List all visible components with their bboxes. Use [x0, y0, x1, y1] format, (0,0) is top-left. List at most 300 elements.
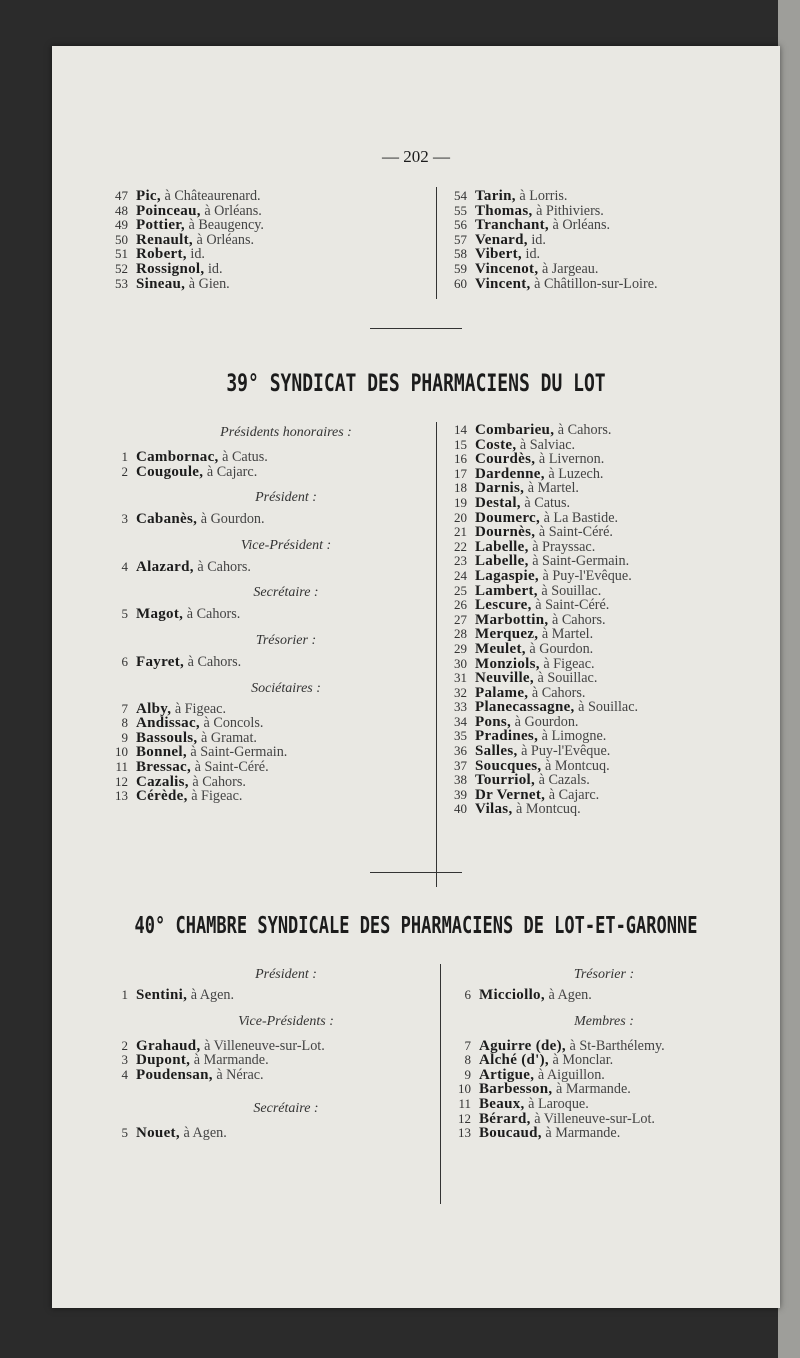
entry-number: 4 — [121, 1066, 128, 1082]
pharmacist-name: Labelle, — [475, 553, 529, 570]
list-item — [106, 218, 264, 233]
s39-vice-list — [106, 560, 436, 575]
pharmacist-name: Vincent, — [475, 275, 531, 292]
list-item — [106, 655, 436, 670]
pharmacist-place: à Orléans. — [204, 202, 262, 219]
entry-number: 49 — [115, 217, 128, 233]
pharmacist-name: Micciollo, — [479, 987, 545, 1003]
pharmacist-name: Destal, — [475, 494, 521, 511]
list-item — [445, 759, 638, 774]
role-president: Président : — [255, 490, 317, 506]
list-item — [106, 1053, 436, 1068]
role-secretaire: Secrétaire : — [253, 585, 319, 601]
entry-number: 27 — [454, 611, 467, 627]
entry-number: 29 — [454, 640, 467, 656]
list-item — [449, 1112, 749, 1127]
list-item — [106, 731, 436, 746]
pharmacist-name: Venard, — [475, 231, 528, 248]
pharmacist-name: Poinceau, — [136, 202, 201, 219]
entry-number: 55 — [454, 202, 467, 218]
pharmacist-place: à Villeneuve-sur-Lot. — [534, 1110, 655, 1127]
pharmacist-place: id. — [525, 246, 541, 263]
role-membres: Membres : — [574, 1013, 634, 1029]
entry-number: 23 — [454, 553, 467, 569]
pharmacist-name: Lescure, — [475, 597, 532, 614]
list-item — [445, 204, 658, 219]
pharmacist-name: Boucaud, — [479, 1125, 542, 1142]
pharmacist-place: à Figeac. — [174, 700, 227, 717]
entry-number: 13 — [458, 1125, 471, 1141]
list-item — [445, 657, 638, 672]
pharmacist-place: à Beaugency. — [188, 217, 264, 234]
pharmacist-name: Planecassagne, — [475, 699, 575, 716]
s38-right-list — [445, 189, 658, 291]
list-item — [445, 773, 638, 788]
entry-number: 2 — [121, 1037, 128, 1053]
list-item — [445, 744, 638, 759]
pharmacist-name: Monziols, — [475, 655, 540, 672]
pharmacist-name: Sentini, — [136, 987, 188, 1003]
pharmacist-place: à Lorris. — [519, 188, 568, 204]
s39-tres-list — [106, 655, 436, 670]
list-item — [106, 745, 436, 760]
pharmacist-name: Poudensan, — [136, 1066, 213, 1083]
pharmacist-place: à Catus. — [524, 494, 571, 511]
entry-number: 21 — [454, 524, 467, 540]
role-tresorier: Trésorier : — [573, 967, 635, 982]
pharmacist-name: Artigue, — [479, 1066, 535, 1083]
entry-number: 39 — [454, 786, 467, 802]
list-item — [106, 277, 264, 292]
entry-number: 30 — [454, 655, 467, 671]
entry-number: 9 — [464, 1066, 471, 1082]
pharmacist-name: Combarieu, — [475, 422, 555, 438]
list-item — [106, 789, 436, 804]
entry-number: 47 — [115, 188, 128, 203]
entry-number: 56 — [454, 217, 467, 233]
pharmacist-place: à Salviac. — [519, 436, 576, 453]
pharmacist-place: à Saint-Céré. — [538, 524, 613, 541]
section-rule — [370, 872, 462, 873]
entry-number: 54 — [454, 188, 467, 203]
pharmacist-place: à Marmande. — [193, 1052, 269, 1069]
entry-number: 8 — [121, 715, 128, 731]
pharmacist-name: Vincenot, — [475, 260, 539, 277]
pharmacist-name: Thomas, — [475, 202, 533, 219]
entry-number: 28 — [454, 626, 467, 642]
list-item — [106, 204, 264, 219]
pharmacist-name: Bassouls, — [136, 729, 198, 746]
pharmacist-name: Pottier, — [136, 217, 185, 234]
pharmacist-place: à Marmande. — [555, 1081, 631, 1098]
s39-heading: 39° SYNDICAT DES PHARMACIENS DU LOT — [226, 369, 606, 398]
pharmacist-place: à Marmande. — [545, 1125, 621, 1142]
list-item — [445, 729, 638, 744]
entry-number: 26 — [454, 597, 467, 613]
s40-left-column — [106, 966, 436, 1141]
entry-number: 22 — [454, 538, 467, 554]
list-item — [445, 788, 638, 803]
list-item — [106, 512, 436, 527]
pharmacist-name: Courdès, — [475, 451, 536, 468]
s40-tres-list — [449, 988, 749, 1003]
page-number: — 202 — — [382, 147, 450, 166]
pharmacist-place: à Puy-l'Evêque. — [521, 743, 611, 760]
pharmacist-name: Neuville, — [475, 670, 534, 687]
s39-right-list — [445, 423, 638, 817]
entry-number: 1 — [121, 987, 128, 1002]
entry-number: 6 — [121, 653, 128, 669]
pharmacist-name: Grahaud, — [136, 1037, 201, 1054]
list-item — [106, 1126, 436, 1141]
section-rule — [370, 328, 462, 329]
entry-number: 9 — [121, 729, 128, 745]
entry-number: 32 — [454, 684, 467, 700]
list-item — [445, 262, 658, 277]
s40-vice-list — [106, 1039, 436, 1083]
pharmacist-place: à Montcuq. — [545, 757, 610, 774]
entry-number: 35 — [454, 728, 467, 744]
pharmacist-name: Nouet, — [136, 1125, 180, 1142]
pharmacist-place: à Cajarc. — [548, 786, 600, 803]
s39-hon-list — [106, 450, 436, 479]
pharmacist-name: Alby, — [136, 700, 172, 717]
entry-number: 37 — [454, 757, 467, 773]
pharmacist-place: à Figeac. — [543, 655, 595, 672]
list-item — [449, 1039, 749, 1054]
entry-number: 60 — [454, 275, 467, 291]
s39-sec-list — [106, 607, 436, 622]
s39-societaires-list — [106, 702, 436, 804]
role-presidents-honoraires: Présidents honoraires : — [220, 425, 352, 440]
entry-number: 36 — [454, 743, 467, 759]
pharmacist-name: Salles, — [475, 743, 518, 760]
list-item — [106, 1039, 436, 1054]
pharmacist-name: Dardenne, — [475, 465, 545, 482]
list-item — [445, 218, 658, 233]
pharmacist-name: Cabanès, — [136, 511, 198, 528]
list-item — [106, 988, 436, 1003]
pharmacist-name: Bressac, — [136, 758, 192, 775]
entry-number: 51 — [115, 246, 128, 262]
pharmacist-place: à Saint-Céré. — [535, 597, 610, 614]
pharmacist-place: à Orléans. — [196, 231, 255, 248]
role-vice-presidents: Vice-Présidents : — [238, 1013, 334, 1029]
column-divider — [436, 187, 437, 299]
pharmacist-name: Renault, — [136, 231, 193, 248]
entry-number: 3 — [121, 1052, 128, 1068]
pharmacist-place: id. — [207, 260, 223, 277]
pharmacist-name: Dupont, — [136, 1052, 191, 1069]
pharmacist-place: à Cahors. — [557, 422, 612, 438]
pharmacist-name: Merquez, — [475, 626, 539, 643]
entry-number: 40 — [454, 801, 467, 817]
entry-number: 13 — [115, 788, 128, 804]
pharmacist-name: Aguirre (de), — [479, 1037, 566, 1054]
pharmacist-place: à Cahors. — [187, 653, 242, 670]
pharmacist-place: à Saint-Germain. — [190, 744, 288, 761]
pharmacist-place: à Cazals. — [538, 772, 590, 789]
pharmacist-name: Vilas, — [475, 801, 513, 818]
pharmacist-place: à Montcuq. — [516, 801, 581, 818]
pharmacist-name: Rossignol, — [136, 260, 205, 277]
list-item — [106, 560, 436, 575]
entry-number: 34 — [454, 713, 467, 729]
list-item — [106, 465, 436, 480]
list-item — [106, 247, 264, 262]
list-item — [106, 1068, 436, 1083]
pharmacist-place: à Cahors. — [192, 773, 246, 790]
list-item — [449, 1068, 749, 1083]
s40-right-column — [449, 966, 749, 1141]
pharmacist-name: Andissac, — [136, 715, 200, 732]
pharmacist-name: Bérard, — [479, 1110, 531, 1127]
pharmacist-name: Labelle, — [475, 538, 529, 555]
entry-number: 19 — [454, 494, 467, 510]
entry-number: 25 — [454, 582, 467, 598]
list-item — [445, 511, 638, 526]
pharmacist-place: à Livernon. — [538, 451, 605, 468]
list-item — [445, 423, 638, 438]
entry-number: 24 — [454, 567, 467, 583]
pharmacist-place: à Gramat. — [201, 729, 257, 746]
entry-number: 8 — [464, 1052, 471, 1068]
pharmacist-place: à Jargeau. — [541, 260, 599, 277]
pharmacist-place: à Aiguillon. — [537, 1066, 605, 1083]
pharmacist-place: à Concols. — [203, 715, 264, 732]
pharmacist-place: à Catus. — [222, 449, 268, 465]
entry-number: 20 — [454, 509, 467, 525]
pharmacist-name: Alazard, — [136, 558, 194, 575]
s40-heading: 40° CHAMBRE SYNDICALE DES PHARMACIENS DE LOT-ET-GARONNE — [134, 912, 698, 940]
pharmacist-place: à Cahors. — [186, 606, 241, 623]
pharmacist-name: Dr Vernet, — [475, 786, 546, 803]
pharmacist-name: Lagaspie, — [475, 567, 539, 584]
pharmacist-name: Palame, — [475, 684, 529, 701]
entry-number: 12 — [115, 773, 128, 789]
pharmacist-name: Cérède, — [136, 788, 188, 805]
s39-left-column — [106, 424, 436, 804]
entry-number: 38 — [454, 772, 467, 788]
list-item — [445, 277, 658, 292]
entry-number: 4 — [121, 558, 128, 574]
list-item — [449, 1082, 749, 1097]
list-item — [445, 540, 638, 555]
entry-number: 3 — [121, 511, 128, 527]
list-item — [445, 584, 638, 599]
list-item — [445, 496, 638, 511]
pharmacist-name: Dournès, — [475, 524, 536, 541]
list-item — [445, 613, 638, 628]
list-item — [445, 189, 658, 204]
list-item — [445, 671, 638, 686]
pharmacist-place: à Pithiviers. — [536, 202, 604, 219]
pharmacist-place: à Agen. — [183, 1125, 227, 1142]
pharmacist-name: Barbesson, — [479, 1081, 553, 1098]
list-item — [445, 598, 638, 613]
list-item — [449, 1126, 749, 1141]
pharmacist-place: à Villeneuve-sur-Lot. — [204, 1037, 325, 1054]
pharmacist-place: à Martel. — [527, 480, 579, 497]
entry-number: 50 — [115, 231, 128, 247]
pharmacist-place: à Nérac. — [216, 1066, 264, 1083]
list-item — [445, 481, 638, 496]
document-page — [52, 46, 780, 1308]
entry-number: 53 — [115, 275, 128, 291]
pharmacist-place: à Puy-l'Evêque. — [542, 567, 632, 584]
pharmacist-place: à Figeac. — [191, 788, 243, 805]
list-item — [106, 450, 436, 465]
pharmacist-place: à Orléans. — [552, 217, 611, 234]
list-item — [445, 438, 638, 453]
pharmacist-place: à Souillac. — [578, 699, 639, 716]
list-item — [106, 233, 264, 248]
list-item — [449, 1053, 749, 1068]
entry-number: 2 — [121, 463, 128, 479]
entry-number: 5 — [121, 606, 128, 622]
pharmacist-name: Tarin, — [475, 188, 516, 204]
list-item — [445, 467, 638, 482]
pharmacist-name: Soucques, — [475, 757, 542, 774]
pharmacist-place: à Cajarc. — [206, 463, 258, 480]
list-item — [106, 775, 436, 790]
list-item — [445, 802, 638, 817]
entry-number: 17 — [454, 465, 467, 481]
pharmacist-name: Cambornac, — [136, 449, 219, 465]
pharmacist-place: à Gourdon. — [529, 640, 594, 657]
pharmacist-name: Lambert, — [475, 582, 538, 599]
entry-number: 12 — [458, 1110, 471, 1126]
entry-number: 33 — [454, 699, 467, 715]
pharmacist-place: à St-Barthélemy. — [569, 1037, 665, 1054]
pharmacist-name: Cazalis, — [136, 773, 189, 790]
pharmacist-place: id. — [190, 246, 205, 263]
list-item — [445, 247, 658, 262]
list-item — [106, 262, 264, 277]
pharmacist-name: Sineau, — [136, 275, 186, 292]
list-item — [445, 569, 638, 584]
entry-number: 7 — [121, 700, 128, 716]
s38-left-list — [106, 189, 264, 291]
list-item — [106, 702, 436, 717]
entry-number: 10 — [458, 1081, 471, 1097]
pharmacist-place: à Prayssac. — [532, 538, 596, 555]
entry-number: 7 — [464, 1037, 471, 1053]
pharmacist-place: à Gourdon. — [200, 511, 265, 528]
pharmacist-name: Marbottin, — [475, 611, 549, 628]
entry-number: 57 — [454, 231, 467, 247]
pharmacist-place: à Cahors. — [197, 558, 251, 575]
pharmacist-name: Meulet, — [475, 640, 526, 657]
pharmacist-place: à Souillac. — [537, 670, 598, 687]
pharmacist-place: à Luzech. — [548, 465, 604, 482]
role-secretaire: Secrétaire : — [253, 1101, 319, 1117]
pharmacist-place: à Saint-Germain. — [532, 553, 630, 570]
list-item — [445, 452, 638, 467]
pharmacist-place: à Laroque. — [528, 1095, 589, 1112]
entry-number: 16 — [454, 451, 467, 467]
column-divider — [440, 964, 441, 1204]
s40-sec-list — [106, 1126, 436, 1141]
pharmacist-place: à Souillac. — [541, 582, 602, 599]
pharmacist-name: Bonnel, — [136, 744, 187, 761]
column-divider — [436, 422, 437, 887]
pharmacist-place: à Châteaurenard. — [164, 188, 261, 204]
pharmacist-place: id. — [531, 231, 546, 248]
pharmacist-place: à La Bastide. — [543, 509, 619, 526]
list-item — [445, 627, 638, 642]
pharmacist-place: à Gien. — [188, 275, 230, 292]
entry-number: 58 — [454, 246, 467, 262]
entry-number: 52 — [115, 260, 128, 276]
list-item — [106, 716, 436, 731]
entry-number: 10 — [115, 744, 128, 760]
entry-number: 18 — [454, 480, 467, 496]
page-edge — [778, 0, 800, 1358]
pharmacist-name: Alché (d'), — [479, 1052, 549, 1069]
pharmacist-name: Pons, — [475, 713, 512, 730]
entry-number: 11 — [115, 758, 128, 774]
list-item — [445, 686, 638, 701]
entry-number: 59 — [454, 260, 467, 276]
pharmacist-name: Fayret, — [136, 653, 185, 670]
pharmacist-name: Tranchant, — [475, 217, 549, 234]
pharmacist-name: Beaux, — [479, 1095, 525, 1112]
pharmacist-name: Magot, — [136, 606, 184, 623]
role-president: Président : — [255, 967, 317, 982]
role-societaires: Sociétaires : — [251, 680, 321, 696]
list-item — [106, 760, 436, 775]
entry-number: 1 — [121, 449, 128, 464]
list-item — [449, 1097, 749, 1112]
pharmacist-name: Darnis, — [475, 480, 525, 497]
pharmacist-name: Coste, — [475, 436, 517, 453]
list-item — [445, 554, 638, 569]
pharmacist-name: Doumerc, — [475, 509, 541, 526]
pharmacist-place: à Cahors. — [551, 611, 606, 628]
pharmacist-name: Robert, — [136, 246, 187, 263]
list-item — [106, 607, 436, 622]
pharmacist-place: à Agen. — [190, 987, 235, 1003]
entry-number: 6 — [464, 987, 471, 1002]
list-item — [445, 642, 638, 657]
role-vice-president: Vice-Président : — [240, 537, 332, 553]
pharmacist-name: Pradines, — [475, 728, 539, 745]
s40-membres-list — [449, 1039, 749, 1141]
entry-number: 5 — [121, 1125, 128, 1141]
entry-number: 48 — [115, 202, 128, 218]
entry-number: 31 — [454, 670, 467, 686]
list-item — [445, 715, 638, 730]
list-item — [445, 700, 638, 715]
pharmacist-name: Pic, — [136, 188, 161, 204]
entry-number: 14 — [454, 422, 467, 437]
pharmacist-place: à Saint-Céré. — [194, 758, 269, 775]
pharmacist-name: Vibert, — [475, 246, 522, 263]
pharmacist-name: Tourriol, — [475, 772, 536, 789]
pharmacist-place: à Agen. — [548, 987, 592, 1003]
pharmacist-place: à Martel. — [541, 626, 594, 643]
pharmacist-name: Cougoule, — [136, 463, 204, 480]
list-item — [106, 189, 264, 204]
pharmacist-place: à Cahors. — [531, 684, 586, 701]
role-tresorier: Trésorier : — [255, 632, 317, 648]
entry-number: 15 — [454, 436, 467, 452]
pharmacist-place: à Châtillon-sur-Loire. — [534, 275, 658, 292]
entry-number: 11 — [458, 1095, 471, 1111]
pharmacist-place: à Limogne. — [541, 728, 607, 745]
pharmacist-place: à Gourdon. — [514, 713, 579, 730]
